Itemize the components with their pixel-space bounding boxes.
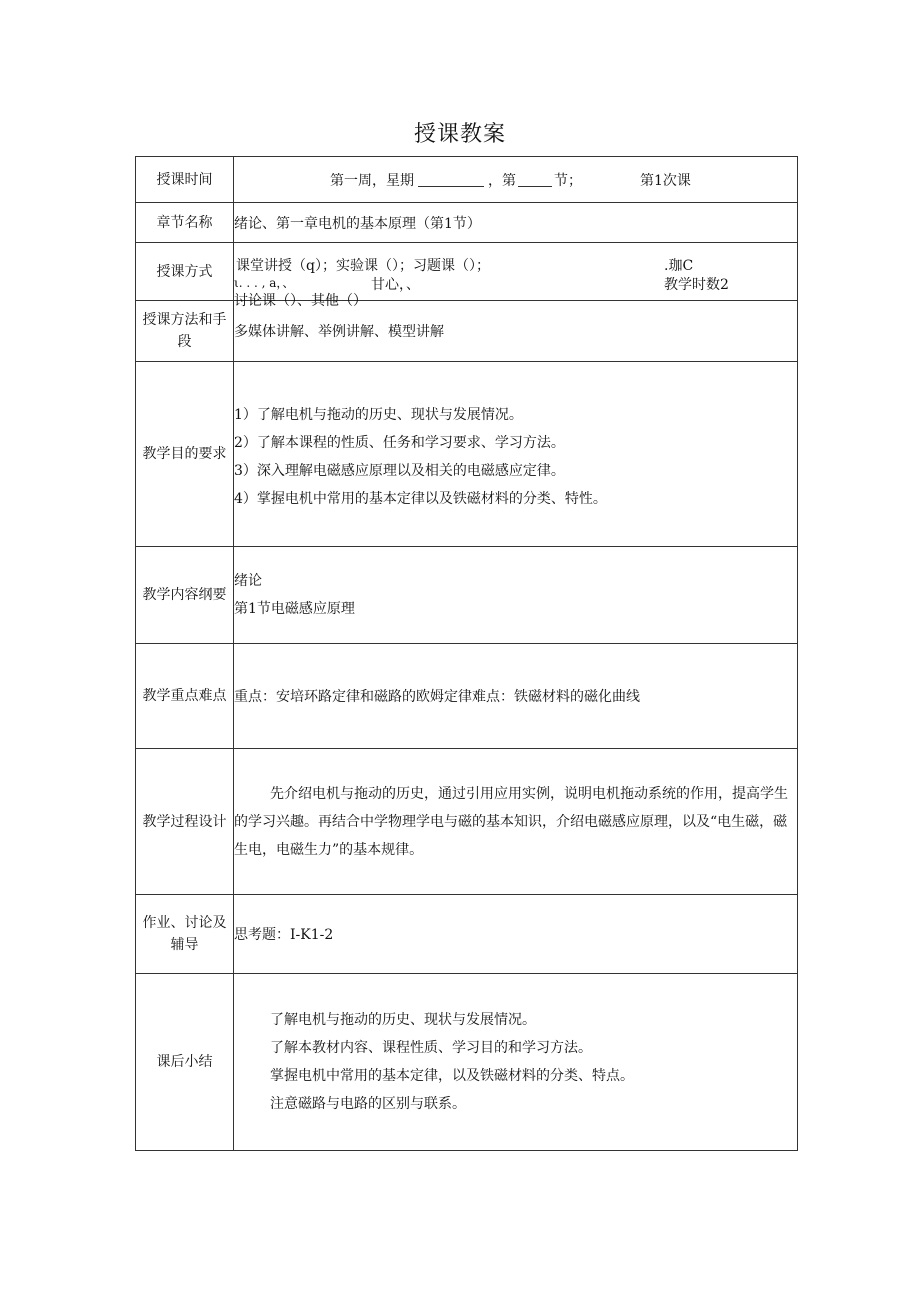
label-mode: 授课方式 <box>136 243 234 301</box>
section-blank <box>518 172 552 187</box>
row-keypoints <box>136 644 798 749</box>
teaching-hours: 教学时数2 <box>664 277 729 293</box>
process-paragraph: 先介绍电机与拖动的历史，通过引用应用实例，说明电机拖动系统的作用，提高学生的学习兴趣。再结合中学物理学电与磁的基本知识，介绍电磁感应原理，以及“电生磁，磁生电，电磁生力”的基本规律。 <box>234 785 788 858</box>
label-outline: 教学内容纲要 <box>136 547 234 644</box>
label-process: 教学过程设计 <box>136 749 234 895</box>
objectives-list <box>234 395 797 513</box>
mode-line-2: ι. . . , a，、 <box>234 276 295 290</box>
list-item: 绪论 <box>234 573 262 589</box>
week-text: 第一周，星期 <box>330 172 414 189</box>
time-line <box>234 170 797 190</box>
mode-line-3: 讨论课（）、其他（） <box>234 293 367 309</box>
list-item: 3）深入理解电磁感应原理以及相关的电磁感应定律。 <box>234 463 565 479</box>
label-objectives: 教学目的要求 <box>136 362 234 547</box>
chapter-value: 绪论、第一章电机的基本原理（第1节） <box>234 203 798 243</box>
row-outline <box>136 547 798 644</box>
mode-line-2b: 甘心，、 <box>371 277 420 293</box>
means-value: 多媒体讲解、举例讲解、模型讲解 <box>234 301 798 362</box>
list-item: 1）了解电机与拖动的历史、现状与发展情况。 <box>234 407 523 423</box>
keypoints-value: 重点：安培环路定律和磁路的欧姆定律难点：铁磁材料的磁化曲线 <box>234 644 798 749</box>
label-means: 授课方法和手段 <box>136 301 234 362</box>
section-sep-text: ，第 <box>488 172 516 189</box>
document-title: 授课教案 <box>413 122 506 147</box>
row-objectives <box>136 362 798 547</box>
label-keypoints: 教学重点难点 <box>136 644 234 749</box>
outline-list <box>234 567 797 623</box>
list-item: 2）了解本课程的性质、任务和学习要求、学习方法。 <box>234 435 565 451</box>
row-time <box>136 157 798 203</box>
mode-right-1: .珈C <box>664 258 694 274</box>
list-item: 掌握电机中常用的基本定律，以及铁磁材料的分类、特点。 <box>270 1068 634 1084</box>
mode-line-1: 课堂讲授（q）；实验课（）；习题课（）； <box>236 258 490 274</box>
label-chapter: 章节名称 <box>136 203 234 243</box>
label-time: 授课时间 <box>136 157 234 203</box>
weekday-blank <box>418 172 484 187</box>
row-summary <box>136 974 798 1151</box>
mode-content <box>234 243 797 309</box>
row-chapter <box>136 203 798 243</box>
lesson-number: 第1次课 <box>640 172 691 189</box>
row-homework <box>136 895 798 974</box>
list-item: 第1节电磁感应原理 <box>234 601 355 617</box>
label-summary: 课后小结 <box>136 974 234 1151</box>
summary-list <box>234 1006 797 1118</box>
row-mode <box>136 243 798 301</box>
lesson-plan-table <box>135 156 798 1151</box>
homework-value: 思考题：I-K1-2 <box>234 895 798 974</box>
list-item: 4）掌握电机中常用的基本定律以及铁磁材料的分类、特性。 <box>234 491 607 507</box>
row-process <box>136 749 798 895</box>
label-homework: 作业、讨论及辅导 <box>136 895 234 974</box>
list-item: 了解电机与拖动的历史、现状与发展情况。 <box>270 1012 536 1028</box>
section-text: 节； <box>554 172 582 189</box>
list-item: 注意磁路与电路的区别与联系。 <box>270 1096 466 1112</box>
list-item: 了解本教材内容、课程性质、学习目的和学习方法。 <box>270 1040 592 1056</box>
